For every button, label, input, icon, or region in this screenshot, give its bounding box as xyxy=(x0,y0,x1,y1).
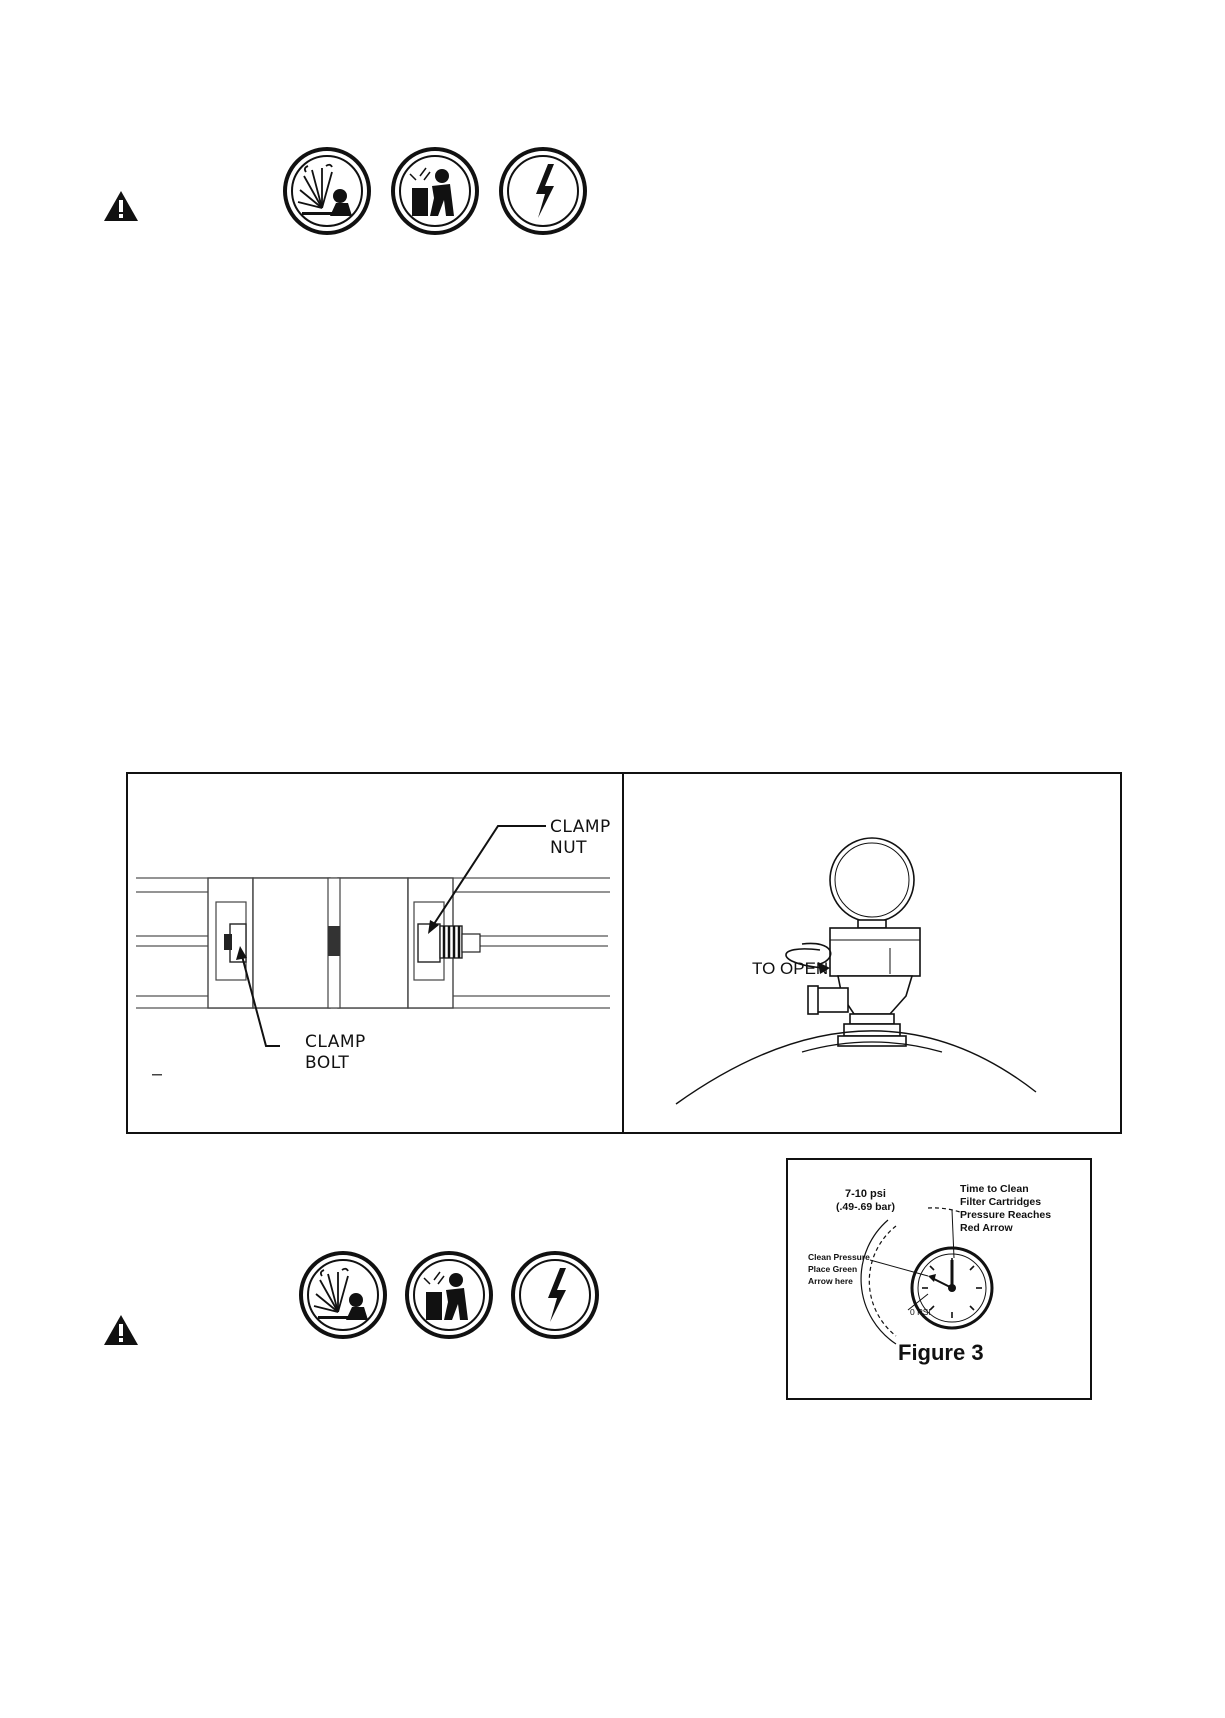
zero-psi-label: 0 PSI xyxy=(910,1307,931,1317)
clamp-bolt-label: CLAMP BOLT xyxy=(305,1032,366,1073)
range-label: 7-10 psi (.49-.69 bar) xyxy=(836,1188,895,1213)
clamp-drawing xyxy=(128,774,620,1132)
entrapment-hazard-icon xyxy=(404,1250,494,1340)
warning-triangle-icon xyxy=(103,1314,139,1346)
electrical-shock-icon xyxy=(510,1250,600,1340)
explosion-hazard-icon xyxy=(298,1250,388,1340)
warning-triangle-icon xyxy=(103,190,139,222)
to-open-label: TO OPEN xyxy=(752,959,829,978)
time-to-clean-label: Time to Clean Filter Cartridges Pressure Reaches Red Arrow xyxy=(960,1183,1052,1234)
clean-pressure-label: Clean Pressure Place Green Arrow here xyxy=(808,1252,870,1286)
figure-3-caption: Figure 3 xyxy=(898,1340,984,1365)
entrapment-hazard-icon xyxy=(390,146,480,236)
clamp-nut-label: CLAMP NUT xyxy=(550,817,611,858)
valve-drawing xyxy=(624,774,1120,1132)
electrical-shock-icon xyxy=(498,146,588,236)
explosion-hazard-icon xyxy=(282,146,372,236)
